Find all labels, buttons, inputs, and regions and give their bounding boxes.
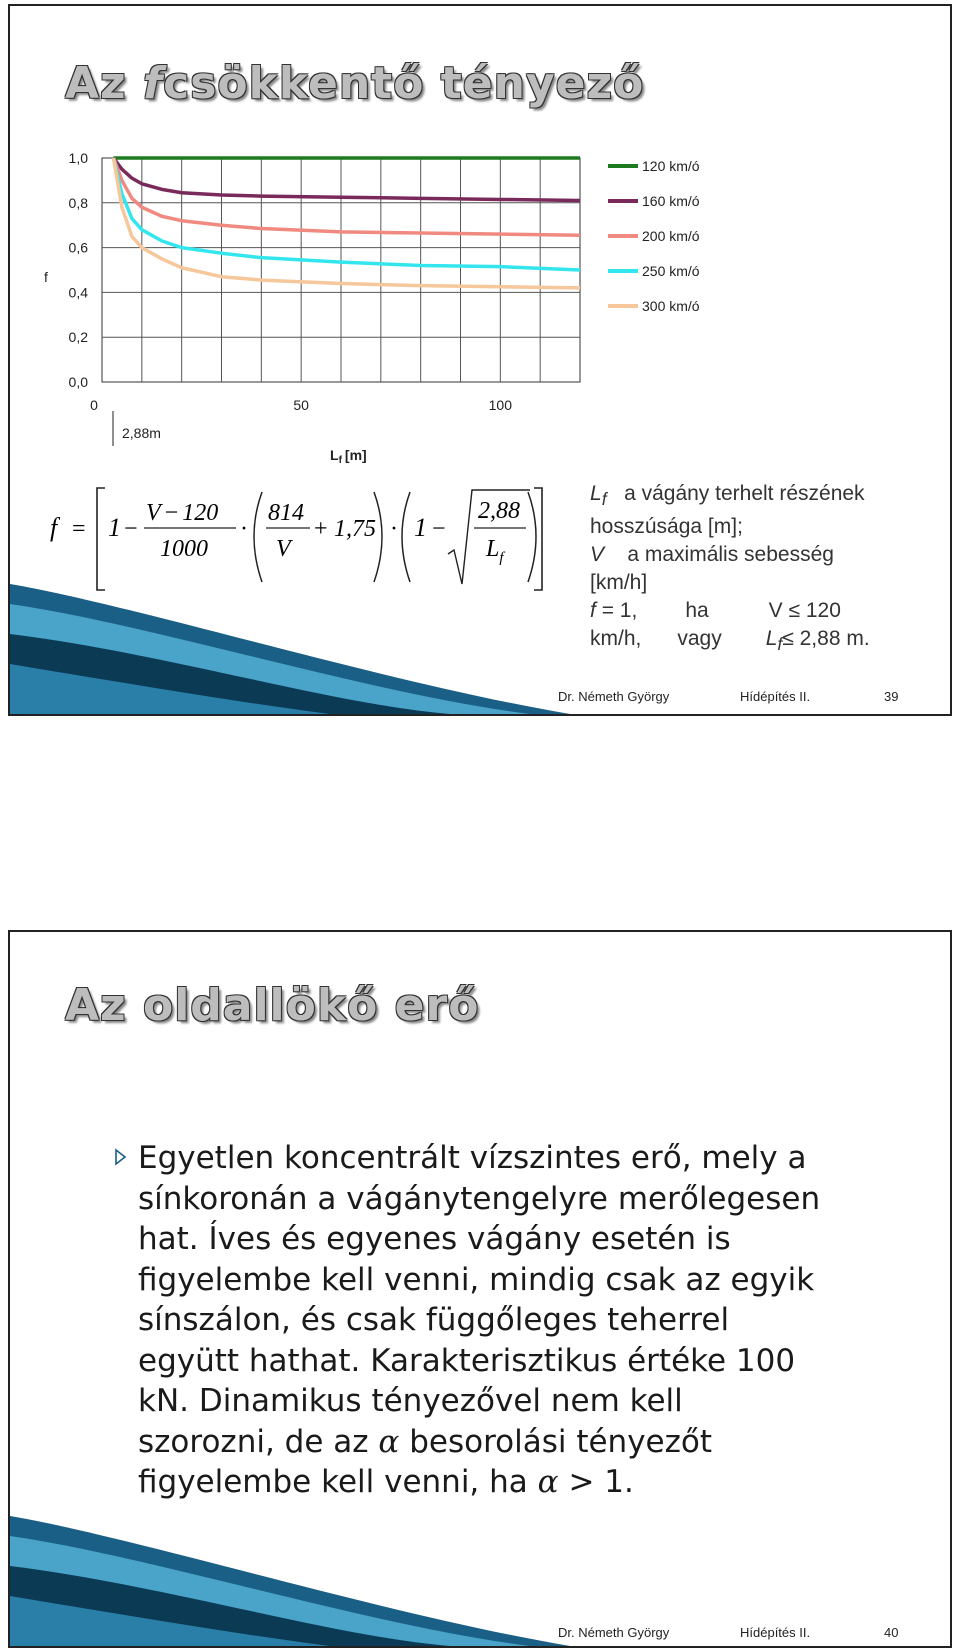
formula-f: f	[50, 513, 58, 542]
var-L-sub: f	[601, 489, 607, 510]
formula-minus: −	[124, 516, 138, 542]
slide-title	[65, 58, 644, 109]
bullet-arrow-icon	[114, 1148, 128, 1166]
formula-one: 1	[108, 513, 121, 542]
y-axis-ticks	[69, 150, 89, 390]
line8-a: szorozni, de az	[138, 1423, 369, 1460]
var-L: L	[590, 482, 602, 505]
legend-label: 300 km/ó	[642, 298, 700, 314]
slide-39	[8, 4, 952, 716]
y-tick-label: 0,4	[68, 284, 88, 301]
formula-dot-2: ·	[390, 516, 398, 542]
bullet-line-1: Egyetlen koncentrált vízszintes erő, mely a	[138, 1140, 807, 1176]
x-axis-label: $L_f$ [m]	[330, 447, 367, 466]
legend-label: 120 km/ó	[642, 158, 700, 174]
desc-l1-text: a vágány terhelt részének	[624, 482, 865, 505]
footer-author: Dr. Németh György	[558, 689, 670, 704]
line8-b: besorolási tényezőt	[409, 1423, 713, 1460]
bullet-paragraph	[138, 1138, 918, 1503]
chart-legend	[608, 158, 700, 314]
x-tick-label: 50	[293, 397, 309, 413]
footer-course-2: Hídépítés II.	[740, 1625, 811, 1640]
bullet-line-6: együtt hathat. Karakterisztikus értéke 100	[138, 1342, 796, 1379]
x-tick-label: 100	[488, 397, 513, 413]
var-L-2: L	[765, 627, 778, 651]
fraction-denominator: 1000	[160, 536, 208, 562]
y-tick-label: 0,6	[68, 239, 88, 256]
fraction-numerator: V − 120	[146, 500, 219, 526]
line9-cond: > 1.	[568, 1464, 634, 1500]
x-tick-label: 0	[90, 397, 98, 413]
series-line-2	[113, 158, 580, 201]
title-italic-f: f	[143, 58, 164, 109]
line9-a: figyelembe kell venni, ha	[138, 1464, 528, 1500]
legend-label: 160 km/ó	[642, 193, 700, 209]
decorative-swoosh-2	[10, 1496, 952, 1646]
desc-l5-ha: ha	[685, 599, 709, 623]
alpha-symbol-2: α	[537, 1464, 559, 1500]
var-V: V	[590, 543, 605, 567]
desc-l6-vagy: vagy	[677, 627, 722, 651]
var-f: f	[590, 599, 596, 623]
formula-minus-2: −	[432, 516, 446, 542]
y-tick-label: 0,8	[68, 194, 88, 211]
title-rest: csökkentő tényező	[163, 58, 645, 109]
frac814-numerator: 814	[268, 500, 304, 526]
slide-40	[8, 930, 952, 1648]
y-tick-label: 0,2	[68, 329, 88, 346]
formula-eq: =	[72, 516, 86, 542]
desc-line-1	[590, 480, 930, 513]
desc-line-2: hosszúsága [m];	[590, 515, 743, 539]
desc-line-4: [km/h]	[590, 571, 648, 595]
series-line-4	[113, 158, 580, 270]
chart-series	[113, 158, 580, 288]
footer-page-number-2: 40	[884, 1625, 899, 1640]
bullet-line-3: hat. Íves és egyenes vágány esetén is	[138, 1221, 731, 1257]
sqrt-denominator: $L_f$	[486, 536, 504, 566]
bullet-line-4: figyelembe kell venni, mindig csak az egyik	[138, 1261, 815, 1298]
desc-l6-cond: ≤ 2,88 m.	[782, 627, 870, 651]
title-prefix: Az	[65, 58, 127, 109]
alpha-symbol: α	[378, 1423, 400, 1460]
formula-175: 1,75	[334, 516, 376, 542]
desc-l3-text: a maximális sebesség	[627, 543, 834, 567]
bullet-lines	[138, 1138, 918, 1422]
slide-title-2: Az oldallökő erő	[65, 980, 480, 1031]
desc-l5-eq: = 1,	[601, 599, 638, 623]
y-tick-label: 0,0	[68, 374, 88, 390]
bullet-line-5: sínszálon, és csak függőleges teherrel	[138, 1302, 730, 1338]
var-L-sub-2: f	[777, 634, 783, 655]
x-axis-ticks	[90, 397, 512, 413]
decorative-swoosh	[10, 564, 952, 714]
x-marker-label: 2,88m	[122, 425, 161, 441]
y-tick-label: 1,0	[68, 150, 88, 166]
bullet-line-7: kN. Dinamikus tényezővel nem kell	[138, 1383, 683, 1419]
y-axis-label: f	[44, 269, 48, 285]
formula-plus: +	[314, 516, 328, 542]
sqrt-numerator: 2,88	[478, 498, 520, 524]
footer-page-number: 39	[884, 689, 899, 704]
frac814-denominator: V	[276, 536, 291, 562]
formula-dot: ·	[240, 516, 248, 542]
footer-author-2: Dr. Németh György	[558, 1625, 670, 1640]
desc-l5-cond: V ≤ 120	[768, 599, 841, 623]
bullet-line-2: sínkoronán a vágánytengelyre merőlegesen	[138, 1180, 821, 1217]
formula-one-2: 1	[414, 513, 427, 542]
legend-label: 200 km/ó	[642, 228, 700, 244]
footer-course: Hídépítés II.	[740, 689, 811, 704]
bullet-line-8	[138, 1422, 918, 1463]
desc-l6-a: km/h,	[590, 627, 642, 651]
legend-label: 250 km/ó	[642, 263, 700, 279]
